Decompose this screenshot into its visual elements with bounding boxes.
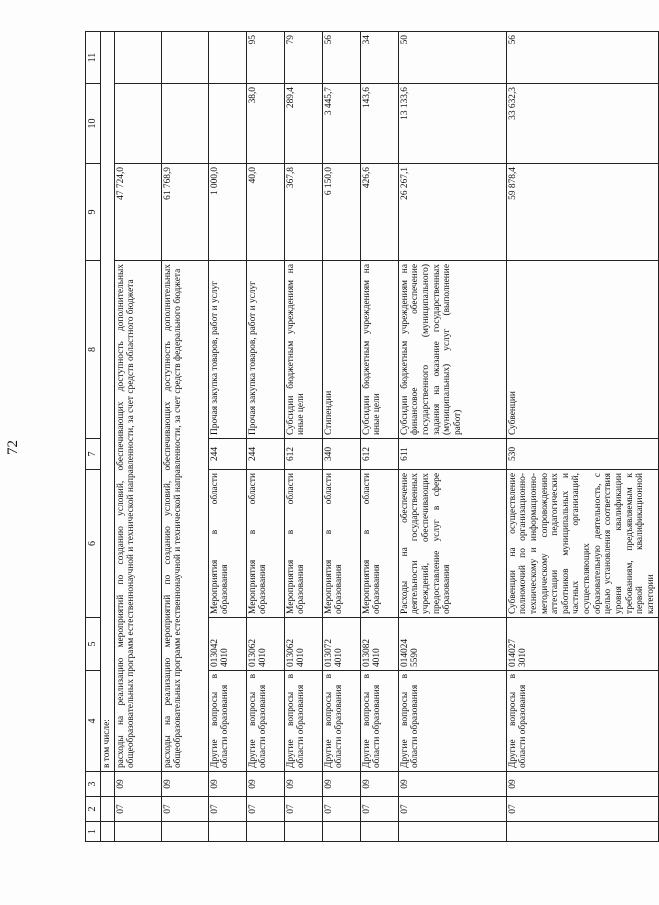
plan-amount: 26 267,1 bbox=[398, 164, 506, 261]
subsection-code: 09 bbox=[208, 772, 246, 797]
header-col-8: 8 bbox=[86, 261, 101, 439]
section-code: 07 bbox=[284, 797, 322, 822]
table-row bbox=[284, 32, 322, 842]
table-row bbox=[114, 32, 161, 842]
target-article-name: Мероприятия в области образования bbox=[246, 470, 284, 618]
cell-col1 bbox=[506, 822, 658, 842]
target-article-name: Мероприятия в области образования bbox=[360, 470, 398, 618]
target-article-code: 014027 3010 bbox=[506, 618, 658, 671]
header-col-3: 3 bbox=[86, 772, 101, 797]
budget-table bbox=[85, 31, 659, 842]
cell-col2 bbox=[101, 797, 115, 822]
percent-executed bbox=[208, 32, 246, 84]
plan-amount: 61 768,9 bbox=[161, 164, 208, 261]
section-code: 07 bbox=[322, 797, 360, 822]
plan-amount: 426,6 bbox=[360, 164, 398, 261]
subsection-code: 09 bbox=[161, 772, 208, 797]
actual-amount bbox=[114, 84, 161, 164]
page-number: 72 bbox=[5, 440, 21, 455]
actual-amount: 289,4 bbox=[284, 84, 322, 164]
table-row bbox=[101, 32, 115, 842]
header-col-7: 7 bbox=[86, 439, 101, 470]
header-col-4: 4 bbox=[86, 671, 101, 772]
actual-amount: 38,0 bbox=[246, 84, 284, 164]
actual-amount bbox=[208, 84, 246, 164]
percent-executed bbox=[161, 32, 208, 84]
subsection-name: Другие вопросы в области образования bbox=[506, 671, 658, 772]
section-code: 07 bbox=[161, 797, 208, 822]
subsection-code: 09 bbox=[506, 772, 658, 797]
cell-col1 bbox=[360, 822, 398, 842]
plan-amount: 59 878,4 bbox=[506, 164, 658, 261]
subsection-code: 09 bbox=[398, 772, 506, 797]
expense-type-name: Субвенции bbox=[506, 261, 658, 439]
cell-col1 bbox=[284, 822, 322, 842]
subsection-code: 09 bbox=[322, 772, 360, 797]
section-code: 07 bbox=[114, 797, 161, 822]
subsection-name: Другие вопросы в области образования bbox=[398, 671, 506, 772]
section-code: 07 bbox=[246, 797, 284, 822]
header-col-1: 1 bbox=[86, 822, 101, 842]
subsection-name: Другие вопросы в области образования bbox=[208, 671, 246, 772]
cell-col1 bbox=[114, 822, 161, 842]
rotated-page bbox=[85, 32, 656, 842]
table-header-row bbox=[86, 32, 101, 842]
table-row bbox=[360, 32, 398, 842]
table-row bbox=[506, 32, 658, 842]
expense-type-code: 612 bbox=[284, 439, 322, 470]
cell-col1 bbox=[398, 822, 506, 842]
expense-type-code: 340 bbox=[322, 439, 360, 470]
target-article-name: Субвенции на осуществление полномочий по организационно-техническому и информационно-методическому сопровождению аттестации педагогических работников муниципальных и частных организаций, осуществляющих образовательную деятельность, с целью установления соответствия уровня квалификации требованиям, предъявляемым к первой квалификационной категории bbox=[506, 470, 658, 618]
percent-executed bbox=[114, 32, 161, 84]
actual-amount: 33 632,3 bbox=[506, 84, 658, 164]
subsection-name: Другие вопросы в области образования bbox=[284, 671, 322, 772]
plan-amount: 40,0 bbox=[246, 164, 284, 261]
expense-type-name: Прочая закупка товаров, работ и услуг bbox=[246, 261, 284, 439]
target-article-code: 013062 4010 bbox=[246, 618, 284, 671]
header-col-11: 11 bbox=[86, 32, 101, 84]
expense-type-name: Субсидии бюджетным учреждениям на иные цели bbox=[360, 261, 398, 439]
expense-type-name: Стипендии bbox=[322, 261, 360, 439]
percent-executed: 50 bbox=[398, 32, 506, 84]
description-cell: расходы на реализацию мероприятий по созданию условий, обеспечивающих доступность дополнительных общеобразовательных программ естественнонаучной и технической направленности, за счет средств областного бюджета bbox=[114, 261, 161, 772]
target-article-code: 013082 4010 bbox=[360, 618, 398, 671]
section-code: 07 bbox=[398, 797, 506, 822]
cell-col1 bbox=[208, 822, 246, 842]
target-article-name: Мероприятия в области образования bbox=[208, 470, 246, 618]
table-row bbox=[246, 32, 284, 842]
expense-type-name: Прочая закупка товаров, работ и услуг bbox=[208, 261, 246, 439]
header-col-2: 2 bbox=[86, 797, 101, 822]
subsection-name: Другие вопросы в области образования bbox=[322, 671, 360, 772]
description-cell: расходы на реализацию мероприятий по созданию условий, обеспечивающих доступность дополнительных общеобразовательных программ естественнонаучной и технической направленности, за счет средств федерального бюджета bbox=[161, 261, 208, 772]
expense-type-code: 612 bbox=[360, 439, 398, 470]
table-body bbox=[101, 32, 659, 842]
table-row bbox=[322, 32, 360, 842]
header-col-6: 6 bbox=[86, 470, 101, 618]
expense-type-code: 530 bbox=[506, 439, 658, 470]
header-col-9: 9 bbox=[86, 164, 101, 261]
percent-executed: 56 bbox=[506, 32, 658, 84]
target-article-name: Мероприятия в области образования bbox=[284, 470, 322, 618]
expense-type-code: 611 bbox=[398, 439, 506, 470]
expense-type-name: Субсидии бюджетным учреждениям на иные цели bbox=[284, 261, 322, 439]
plan-amount: 6 150,0 bbox=[322, 164, 360, 261]
plan-amount: 47 724,0 bbox=[114, 164, 161, 261]
header-col-5: 5 bbox=[86, 618, 101, 671]
table-row bbox=[161, 32, 208, 842]
table-row bbox=[398, 32, 506, 842]
plan-amount: 367,8 bbox=[284, 164, 322, 261]
target-article-code: 013042 4010 bbox=[208, 618, 246, 671]
expense-type-code: 244 bbox=[246, 439, 284, 470]
percent-executed: 56 bbox=[322, 32, 360, 84]
target-article-code: 014024 5590 bbox=[398, 618, 506, 671]
percent-executed: 34 bbox=[360, 32, 398, 84]
cell-col3 bbox=[101, 772, 115, 797]
section-code: 07 bbox=[208, 797, 246, 822]
expense-type-code: 244 bbox=[208, 439, 246, 470]
actual-amount: 3 445,7 bbox=[322, 84, 360, 164]
percent-executed: 79 bbox=[284, 32, 322, 84]
target-article-code: 013072 4010 bbox=[322, 618, 360, 671]
expense-type-name: Субсидии бюджетным учреждениям на финансовое обеспечение государственного (муниципального) задания на оказание государственных (муниципальных) услуг (выполнение работ) bbox=[398, 261, 506, 439]
actual-amount bbox=[161, 84, 208, 164]
cell-col1 bbox=[101, 822, 115, 842]
plan-amount: 1 000,0 bbox=[208, 164, 246, 261]
header-col-10: 10 bbox=[86, 84, 101, 164]
target-article-name: Расходы на обеспечение деятельности государственных учреждений, обеспечивающих предоставление услуг в сфере образования bbox=[398, 470, 506, 618]
note-cell: в том числе: bbox=[101, 32, 115, 772]
target-article-code: 013062 4010 bbox=[284, 618, 322, 671]
cell-col1 bbox=[322, 822, 360, 842]
subsection-name: Другие вопросы в области образования bbox=[246, 671, 284, 772]
target-article-name: Мероприятия в области образования bbox=[322, 470, 360, 618]
subsection-name: Другие вопросы в области образования bbox=[360, 671, 398, 772]
section-code: 07 bbox=[506, 797, 658, 822]
table-row bbox=[208, 32, 246, 842]
actual-amount: 143,6 bbox=[360, 84, 398, 164]
subsection-code: 09 bbox=[246, 772, 284, 797]
subsection-code: 09 bbox=[284, 772, 322, 797]
subsection-code: 09 bbox=[114, 772, 161, 797]
actual-amount: 13 133,6 bbox=[398, 84, 506, 164]
percent-executed: 95 bbox=[246, 32, 284, 84]
cell-col1 bbox=[161, 822, 208, 842]
section-code: 07 bbox=[360, 797, 398, 822]
subsection-code: 09 bbox=[360, 772, 398, 797]
cell-col1 bbox=[246, 822, 284, 842]
